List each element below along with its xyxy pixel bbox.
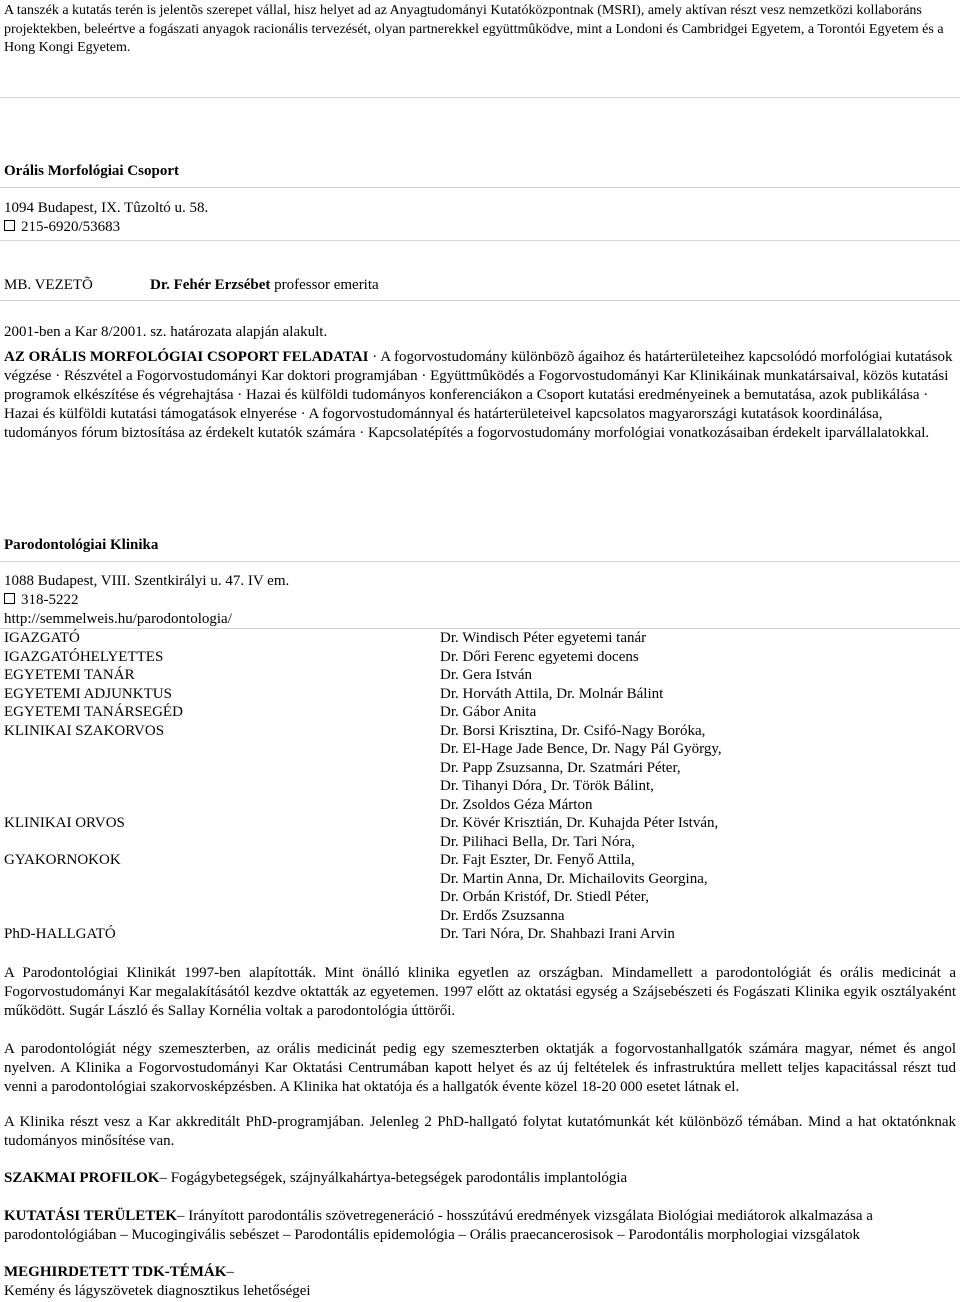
staff-people [440, 629, 722, 944]
parodont-paragraph-history: A Parodontológiai Klinikát 1997-ben alapították. Mint önálló klinika egyetlen az országban. Mindamellett a parodontológiát és orális medicinát a Fogorvostudományi Kar megalakításától kezdve oktatták az egyetemen. 1997 előtt az oktatási egység a Szájsebészeti és Fogászati Klinika egyik osztályaként működött. Sugár László és Sallay Kornélia voltak a parodontológia úttörői. [4, 965, 956, 1019]
staff-names: Dr. Martin Anna, Dr. Michailovits Georgina, [440, 870, 708, 887]
tdk-dash: – [226, 1264, 234, 1280]
profile-line [4, 1169, 956, 1188]
oral-morph-address: 1094 Budapest, IX. Tûzoltó u. 58. [4, 200, 209, 216]
leader-title: professor emerita [270, 277, 379, 293]
tdk-text: Kemény és lágyszövetek diagnosztikus lehetőségei [4, 1283, 311, 1299]
role-label [4, 833, 183, 852]
staff-names: Dr. Papp Zsuzsanna, Dr. Szatmári Péter, [440, 759, 681, 776]
staff-names: Dr. Borsi Krisztina, Dr. Csifó-Nagy Boróka, [440, 722, 706, 739]
staff-names: Dr. Dőri Ferenc egyetemi docens [440, 648, 639, 665]
staff-roles [4, 629, 183, 944]
staff-names: Dr. Horváth Attila, Dr. Molnár Bálint [440, 685, 664, 702]
profile-text: – Fogágybetegségek, szájnyálkahártya-betegségek parodontális implantológia [159, 1170, 628, 1186]
staff-names: Dr. El-Hage Jade Bence, Dr. Nagy Pál György, [440, 741, 722, 757]
role-label [4, 870, 183, 889]
founded-text: 2001-ben a Kar 8/2001. sz. határozata alapján alakult. [4, 324, 328, 340]
staff-names: Dr. Kövér Krisztián, Dr. Kuhajda Péter István, [440, 815, 719, 831]
oral-morph-phone: 215-6920/53683 [21, 219, 121, 235]
leader-label: MB. VEZETÕ [4, 277, 93, 293]
section-title-oral-morphology: Orális Morfológiai Csoport [4, 163, 179, 179]
staff-names: Dr. Tari Nóra, Dr. Shahbazi Irani Arvin [440, 926, 675, 942]
parodont-phone-row [4, 591, 79, 610]
role-label: IGAZGATÓHELYETTES [4, 648, 164, 665]
parodont-phone: 318-5222 [21, 592, 79, 608]
section-title-parodont: Parodontológiai Klinika [4, 537, 159, 553]
phone-icon [4, 220, 15, 231]
oral-morph-phone-row [4, 218, 120, 237]
staff-names: Dr. Orbán Kristóf, Dr. Stiedl Péter, [440, 889, 649, 905]
role-label [4, 888, 183, 907]
role-label: EGYETEMI TANÁR [4, 667, 135, 683]
role-label: IGAZGATÓ [4, 630, 80, 646]
staff-names: Dr. Pilihaci Bella, Dr. Tari Nóra, [440, 833, 635, 850]
oral-morph-tasks [4, 348, 956, 443]
research-text: – Irányított parodontális szövetregeneráció - hosszútávú eredmények vizsgálata Biológiai mediátorok alkalmazása a parodontológiában – Mucogingivális sebészet – Parodontális epidemológia – Orális praecancerosisok – Parodontális morphologiai vizsgálatok [4, 1208, 873, 1243]
divider [0, 561, 960, 562]
leader-row [150, 276, 379, 295]
role-label: EGYETEMI ADJUNKTUS [4, 685, 172, 702]
parodont-paragraph-education: A parodontológiát négy szemeszterben, az orális medicinát pedig egy szemeszterben oktatják a fogorvostanhallgatók számára magyar, német és angol nyelven. A Klinika a Fogorvostudományi Kar Oktatási Centrumában kapott helyet és az új feltételek és infrastruktúra mellett teljes kapacitással részt tud venni a parodontológiai szakorvosképzésben. A Klinika hat oktatója és a hallgatók évente közel 18-20 000 esetet látnak el. [4, 1041, 956, 1095]
role-label: EGYETEMI TANÁRSEGÉD [4, 704, 183, 720]
divider [0, 240, 960, 241]
role-label [4, 740, 183, 759]
staff-names: Dr. Erdős Zsuzsanna [440, 907, 565, 924]
role-label [4, 777, 183, 796]
staff-names: Dr. Gera István [440, 667, 533, 683]
staff-names: Dr. Fajt Eszter, Dr. Fenyő Attila, [440, 852, 635, 868]
divider [0, 187, 960, 188]
parodont-address: 1088 Budapest, VIII. Szentkirályi u. 47. IV em. [4, 573, 290, 589]
role-label [4, 759, 183, 778]
leader-name: Dr. Fehér Erzsébet [150, 277, 271, 293]
role-label [4, 796, 183, 815]
parodont-url[interactable]: http://semmelweis.hu/parodontologia/ [4, 611, 232, 627]
staff-names: Dr. Zsoldos Géza Márton [440, 796, 593, 813]
tasks-heading: AZ ORÁLIS MORFOLÓGIAI CSOPORT FELADATAI [4, 349, 369, 365]
phone-icon [4, 593, 15, 604]
staff-names: Dr. Tihanyi Dóra¸ Dr. Török Bálint, [440, 778, 654, 794]
research-label: KUTATÁSI TERÜLETEK [4, 1208, 177, 1224]
role-label [4, 907, 183, 926]
divider [0, 300, 960, 301]
staff-names: Dr. Windisch Péter egyetemi tanár [440, 630, 647, 646]
research-line [4, 1207, 956, 1245]
role-label: PhD-HALLGATÓ [4, 926, 116, 942]
intro-paragraph: A tanszék a kutatás terén is jelentõs szerepet vállal, hisz helyet ad az Anyagtudományi Kutatóközpontnak (MSRI), amely aktívan részt vesz nemzetközi kollaboráns projektekben, beleértve a fogászati anyagok racionális tervezését, olyan partnerekkel együttmûködve, mint a Londoni és Cambridgei Egyetem, a Torontói Egyetem és a Hong Kongi Egyetem. [4, 3, 944, 55]
role-label: KLINIKAI SZAKORVOS [4, 722, 165, 739]
role-label: GYAKORNOKOK [4, 852, 121, 868]
tasks-text: · A fogorvostudomány különbözõ ágaihoz és határterületeihez kapcsolódó morfológiai kutatások végzése · Részvétel a Fogorvostudományi Kar doktori programjában · Együttmûködés a Fogorvostudományi Kar Klinikáinak munkatársaival, közös kutatási programok elkészítése és végrehajtása · Hazai és külföldi tudományos konferenciákon a Csoport kutatási eredményeinek a bemutatása, azok publikálása · Hazai és külföldi kutatási támogatások elnyerése · A fogorvostudománnyal és határterületeivel kapcsolatos magyarországi kutatások koordinálása, tudományos fórum biztosítása az érdekelt kutatók számára · Kapcsolatépítés a fogorvostudomány morfológiai vonatkozásaiban érdekelt iparvállalatokkal. [4, 349, 953, 441]
tdk-label: MEGHIRDETETT TDK-TÉMÁK [4, 1264, 227, 1280]
role-label: KLINIKAI ORVOS [4, 815, 125, 831]
profile-label: SZAKMAI PROFILOK [4, 1170, 160, 1186]
staff-names: Dr. Gábor Anita [440, 704, 537, 720]
parodont-paragraph-phd: A Klinika részt vesz a Kar akkreditált PhD-programjában. Jelenleg 2 PhD-hallgató folytat kutatómunkát két különböző témában. Mind a hat oktatónknak tudományos minősítése van. [4, 1114, 956, 1149]
tdk-line [4, 1263, 956, 1301]
divider [0, 97, 960, 98]
